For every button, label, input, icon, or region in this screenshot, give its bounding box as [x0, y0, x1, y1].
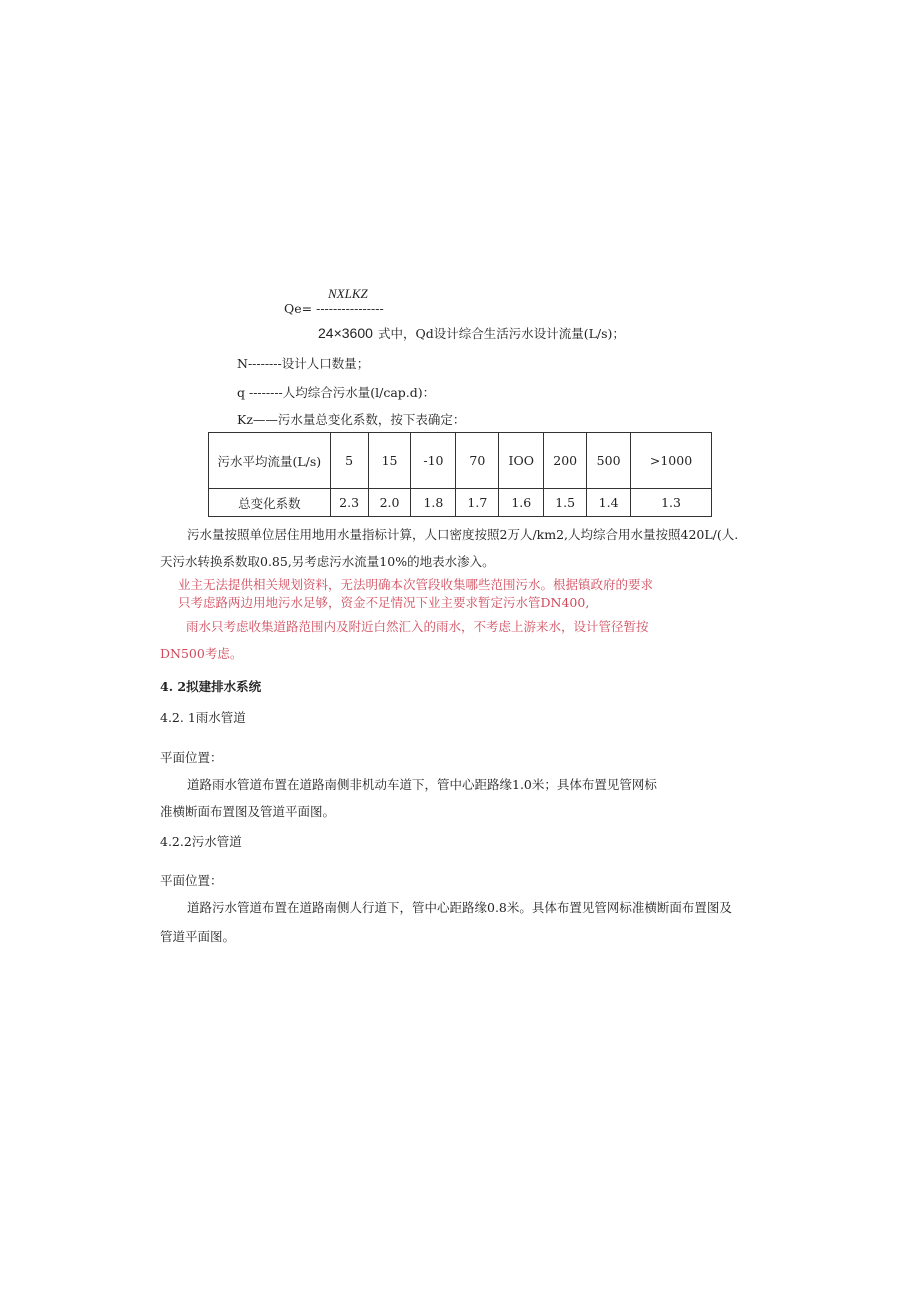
table-cell: 1.7: [456, 489, 499, 517]
plan2-label: 平面位置：: [160, 873, 223, 888]
def-n: N--------设计人口数量；: [237, 356, 370, 371]
table-cell: >1000: [631, 433, 712, 489]
table-cell: 500: [587, 433, 631, 489]
table-cell: 70: [456, 433, 499, 489]
formula-denominator-line: [318, 323, 625, 342]
table-cell: 1.3: [631, 489, 712, 517]
plan1-label: 平面位置：: [160, 750, 223, 765]
formula-lhs: Qe= ----------------: [284, 301, 384, 316]
subsection-sewage: 4.2.2污水管道: [160, 834, 242, 849]
para1-line2: 天污水转换系数取0.85,另考虑污水流量10%的地表水渗入。: [160, 554, 495, 569]
table-cell: 200: [544, 433, 587, 489]
formula-where-text: 式中，Qd设计综合生活污水设计流量(L/s)；: [378, 326, 625, 341]
para1-line1: 污水量按照单位居住用地用水量指标计算，人口密度按照2万人/km2,人均综合用水量按照420L/(人.: [187, 527, 739, 542]
table-cell: -10: [411, 433, 456, 489]
table-cell: 5: [330, 433, 368, 489]
def-q: q --------人均综合污水量(l/cap.d)：: [237, 385, 436, 400]
table-header-label: 污水平均流量(L/s): [209, 433, 331, 489]
red-note-line3: 雨水只考虑收集道路范围内及附近白然汇入的雨水，不考虑上游来水，设计管径暂按: [186, 619, 649, 634]
red-note-line1: 业主无法提供相关规划资料，无法明确本次管段收集哪些范围污水。根据镇政府的要求: [178, 577, 654, 592]
table-row-coef: [209, 489, 712, 517]
def-kz: Kz——污水量总变化系数，按下表确定：: [237, 412, 466, 427]
table-cell: 1.4: [587, 489, 631, 517]
subsection-rain: 4.2. 1雨水管道: [160, 710, 246, 725]
table-cell: 1.8: [411, 489, 456, 517]
red-note-line2: 只考虑路两边用地污水足够，资金不足情况下业主要求暂定污水管DN400,: [178, 595, 590, 610]
table-cell: 2.3: [330, 489, 368, 517]
table-cell: 2.0: [368, 489, 411, 517]
plan2-line1: 道路污水管道布置在道路南侧人行道下，管中心距路缘0.8米。具体布置见管网标准横断面布置图及: [187, 900, 732, 915]
plan1-line1: 道路雨水管道布置在道路南侧非机动车道下，管中心距路缘1.0米；具体布置见管网标: [187, 777, 657, 792]
section-heading: 4. 2拟建排水系统: [160, 679, 262, 694]
formula-numerator: NXLKZ: [328, 286, 368, 301]
table-cell: IOO: [499, 433, 544, 489]
plan2-line2: 管道平面图。: [160, 929, 236, 944]
table-cell: 1.6: [499, 489, 544, 517]
table-row-label: 总变化系数: [209, 489, 331, 517]
kz-table: [208, 432, 712, 517]
table-cell: 1.5: [544, 489, 587, 517]
red-note-line4: DN500考虑。: [160, 646, 243, 661]
formula-denominator: 24×3600: [318, 325, 373, 341]
table-cell: 15: [368, 433, 411, 489]
plan1-line2: 准横断面布置图及管道平面图。: [160, 804, 336, 819]
table-row-flow: [209, 433, 712, 489]
